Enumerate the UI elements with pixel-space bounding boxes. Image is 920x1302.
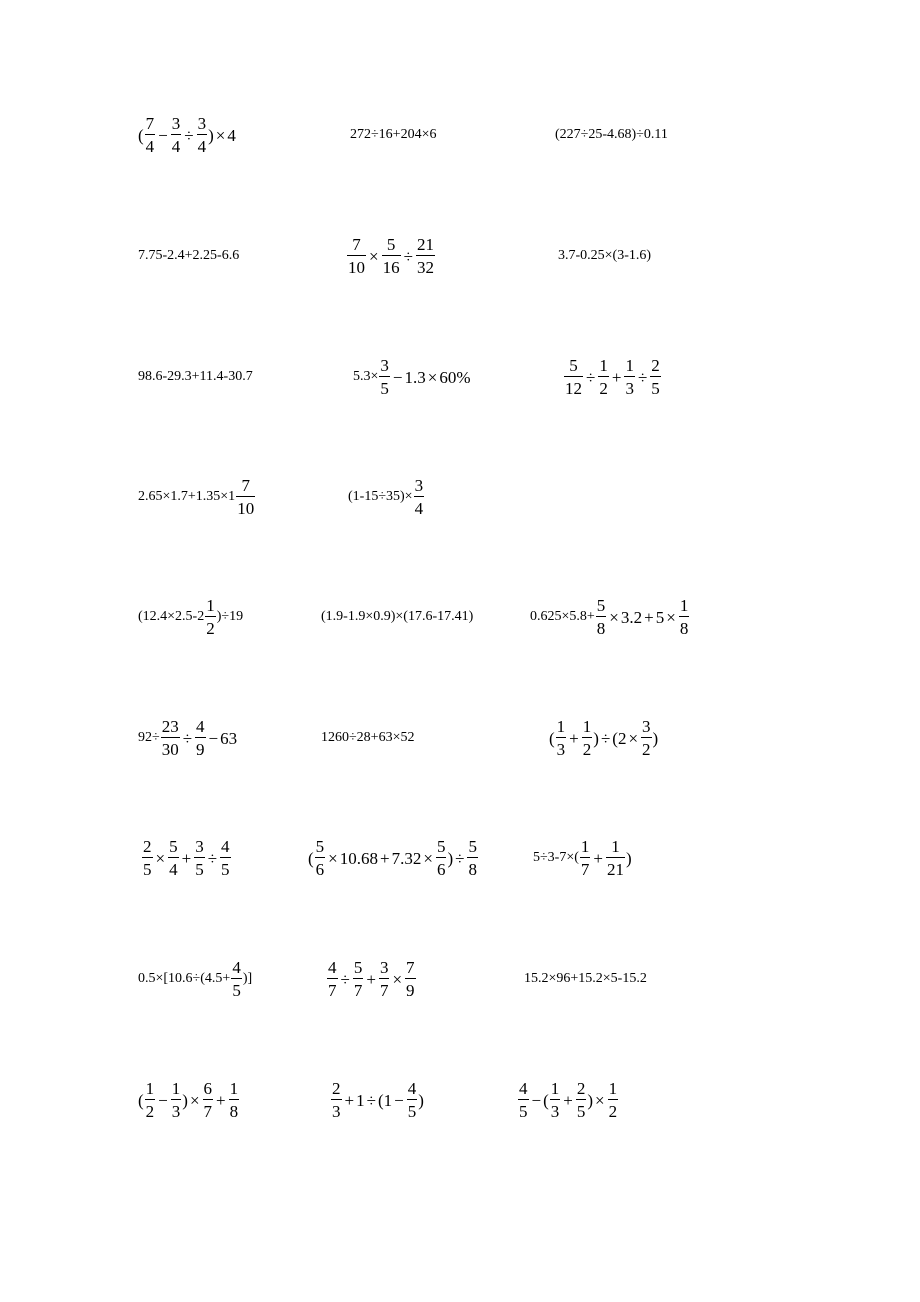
- paren-close: ): [587, 1090, 594, 1110]
- operator: −: [531, 1090, 542, 1110]
- numerator: 1: [611, 837, 620, 856]
- text: )÷19: [216, 609, 244, 624]
- operator: ÷: [366, 1090, 376, 1110]
- numerator: 6: [203, 1079, 213, 1098]
- problem-3: (227÷25-4.68)÷0.11: [555, 127, 668, 142]
- denominator: 3: [556, 737, 567, 758]
- denominator: 12: [564, 376, 583, 397]
- text: 0.5×[10.6÷(4.5+: [138, 971, 231, 986]
- denominator: 6: [315, 857, 326, 878]
- operator: +: [611, 367, 622, 387]
- fraction: [436, 838, 447, 878]
- denominator: 10: [236, 496, 255, 517]
- denominator: 3: [624, 376, 635, 397]
- denominator: 5: [379, 376, 390, 397]
- numerator: 1: [625, 356, 634, 375]
- operator: +: [569, 728, 579, 748]
- denominator: 16: [382, 255, 401, 276]
- operator: ×: [666, 607, 676, 627]
- paren-close: ): [418, 1090, 424, 1110]
- fraction: [315, 838, 326, 878]
- denominator: 32: [416, 255, 435, 276]
- operator: ÷: [637, 367, 648, 387]
- problem-17: [549, 718, 658, 758]
- number: 5: [655, 607, 665, 627]
- denominator: 8: [467, 857, 478, 878]
- fraction: [229, 1080, 240, 1120]
- denominator: 6: [436, 857, 447, 878]
- fraction: [518, 1080, 529, 1120]
- problem-5: [346, 236, 436, 276]
- numerator: 7: [352, 235, 361, 254]
- fraction: [145, 1080, 156, 1120]
- denominator: 4: [414, 496, 425, 517]
- fraction: [171, 1080, 182, 1120]
- numerator: 5: [596, 596, 606, 615]
- denominator: 4: [168, 857, 179, 878]
- problem-9: [563, 357, 662, 397]
- fraction: [168, 838, 179, 878]
- problem-12: [138, 597, 243, 637]
- numerator: 3: [197, 114, 207, 133]
- denominator: 2: [145, 1099, 156, 1120]
- operator: ÷: [207, 848, 218, 868]
- problem-4: 7.75-2.4+2.25-6.6: [138, 248, 240, 263]
- numerator: 4: [519, 1079, 528, 1098]
- denominator: 5: [231, 978, 242, 999]
- fraction: [580, 838, 591, 878]
- fraction: [596, 597, 607, 637]
- text: (1-15÷35)×: [348, 489, 413, 504]
- denominator: 5: [518, 1099, 529, 1120]
- denominator: 2: [608, 1099, 619, 1120]
- operator: ×: [155, 848, 166, 868]
- operator: ÷: [586, 367, 596, 387]
- denominator: 4: [145, 134, 156, 155]
- numerator: 1: [550, 1079, 560, 1098]
- fraction: [564, 357, 583, 397]
- numerator: 1: [599, 356, 608, 375]
- problem-10: [138, 477, 256, 517]
- operator: −: [158, 125, 168, 145]
- denominator: 4: [197, 134, 208, 155]
- number: 7.32: [391, 848, 422, 868]
- numerator: 3: [414, 476, 424, 495]
- fraction: [379, 357, 390, 397]
- problem-24: [138, 1080, 240, 1120]
- fraction: [416, 236, 435, 276]
- denominator: 10: [347, 255, 366, 276]
- fraction: [641, 718, 652, 758]
- problem-18: [141, 838, 232, 878]
- numerator: 5: [569, 356, 578, 375]
- operator: −: [158, 1090, 168, 1110]
- numerator: 1: [582, 717, 592, 736]
- numerator: 2: [143, 837, 152, 856]
- fraction: [236, 477, 255, 517]
- problem-19: [308, 838, 479, 878]
- numerator: 5: [468, 837, 477, 856]
- denominator: 5: [407, 1099, 418, 1120]
- fraction: [161, 718, 180, 758]
- numerator: 3: [642, 717, 651, 736]
- paren-open: (: [138, 1090, 144, 1110]
- numerator: 3: [380, 356, 389, 375]
- operator: ÷: [340, 969, 350, 989]
- text: 2.65×1.7+1.35×1: [138, 489, 236, 504]
- denominator: 7: [379, 978, 390, 999]
- fraction: [194, 838, 205, 878]
- problem-7: 98.6-29.3+11.4-30.7: [138, 369, 253, 384]
- operator: ×: [328, 848, 338, 868]
- denominator: 7: [353, 978, 364, 999]
- numerator: 3: [379, 958, 389, 977]
- paren-close: ): [626, 848, 632, 868]
- problem-25: [330, 1080, 424, 1120]
- text: 92÷: [138, 730, 160, 745]
- operator: ×: [609, 607, 619, 627]
- denominator: 9: [195, 737, 206, 758]
- fraction: [353, 959, 364, 999]
- operator: +: [593, 848, 603, 868]
- number: 60%: [439, 367, 471, 387]
- problem-11: [348, 477, 425, 517]
- fraction: [606, 838, 625, 878]
- operator: +: [380, 848, 390, 868]
- text: (12.4×2.5-2: [138, 609, 205, 624]
- problem-15: [138, 718, 237, 758]
- numerator: 2: [651, 356, 660, 375]
- paren-open: (: [138, 125, 144, 145]
- numerator: 2: [576, 1079, 586, 1098]
- operator: ×: [595, 1090, 605, 1110]
- operator: ×: [423, 848, 433, 868]
- numerator: 5: [436, 837, 446, 856]
- operator: ×: [189, 1090, 200, 1110]
- number: 1.3: [404, 367, 426, 387]
- denominator: 30: [161, 737, 180, 758]
- denominator: 4: [171, 134, 182, 155]
- numerator: 7: [241, 476, 250, 495]
- denominator: 9: [405, 978, 416, 999]
- fraction: [608, 1080, 619, 1120]
- fraction: [171, 115, 182, 155]
- denominator: 7: [203, 1099, 214, 1120]
- problem-21: [138, 959, 252, 999]
- denominator: 8: [679, 616, 690, 637]
- number: 4: [227, 125, 236, 145]
- numerator: 1: [171, 1079, 181, 1098]
- problem-20: [533, 838, 632, 878]
- fraction: [405, 959, 416, 999]
- fraction: [407, 1080, 418, 1120]
- operator: ×: [369, 246, 379, 266]
- operator: +: [563, 1090, 573, 1110]
- operator: ×: [392, 969, 403, 989]
- text: (1: [377, 1090, 393, 1110]
- fraction: [205, 597, 216, 637]
- fraction: [195, 718, 206, 758]
- denominator: 5: [142, 857, 153, 878]
- problem-22: [326, 959, 417, 999]
- denominator: 2: [641, 737, 652, 758]
- numerator: 4: [407, 1079, 417, 1098]
- problem-8: [353, 357, 471, 397]
- numerator: 7: [406, 958, 415, 977]
- fraction: [624, 357, 635, 397]
- operator: ÷: [600, 728, 611, 748]
- paren-close: ): [208, 125, 214, 145]
- numerator: 4: [232, 958, 241, 977]
- fraction: [331, 1080, 342, 1120]
- denominator: 3: [550, 1099, 561, 1120]
- text: 5÷3-7×(: [533, 850, 579, 865]
- fraction: [382, 236, 401, 276]
- numerator: 1: [206, 596, 215, 615]
- denominator: 5: [194, 857, 205, 878]
- fraction: [679, 597, 690, 637]
- numerator: 1: [556, 717, 566, 736]
- problem-23: 15.2×96+15.2×5-15.2: [524, 971, 647, 986]
- text: (2: [612, 728, 627, 748]
- number: 3.2: [620, 607, 643, 627]
- denominator: 5: [220, 857, 231, 878]
- numerator: 5: [353, 958, 363, 977]
- denominator: 2: [598, 376, 609, 397]
- fraction: [467, 838, 478, 878]
- numerator: 7: [145, 114, 155, 133]
- operator: −: [394, 1090, 404, 1110]
- numerator: 2: [332, 1079, 341, 1098]
- operator: ÷: [403, 246, 413, 266]
- fraction: [598, 357, 609, 397]
- denominator: 3: [171, 1099, 182, 1120]
- number: 63: [220, 728, 238, 748]
- fraction: [582, 718, 593, 758]
- problem-1: [138, 115, 236, 155]
- numerator: 3: [171, 114, 181, 133]
- paren-close: ): [447, 848, 454, 868]
- denominator: 5: [650, 376, 661, 397]
- operator: ×: [628, 728, 639, 748]
- fraction: [197, 115, 208, 155]
- problem-26: [517, 1080, 619, 1120]
- numerator: 1: [145, 1079, 155, 1098]
- numerator: 5: [169, 837, 178, 856]
- paren-open: (: [549, 728, 555, 748]
- problem-2: 272÷16+204×6: [350, 127, 437, 142]
- operator: +: [181, 848, 192, 868]
- operator: +: [344, 1090, 355, 1110]
- fraction: [414, 477, 425, 517]
- fraction: [142, 838, 153, 878]
- problem-6: 3.7-0.25×(3-1.6): [558, 248, 652, 263]
- operator: ÷: [184, 125, 194, 145]
- problem-16: 1260÷28+63×52: [321, 730, 415, 745]
- denominator: 8: [596, 616, 607, 637]
- problem-14: [530, 597, 690, 637]
- number: 1: [356, 1090, 365, 1110]
- numerator: 5: [315, 837, 325, 856]
- paren-close: ): [593, 728, 599, 748]
- text: )]: [242, 971, 253, 986]
- numerator: 4: [328, 958, 337, 977]
- text: 5.3×: [353, 369, 379, 384]
- paren-open: (: [543, 1090, 549, 1110]
- denominator: 2: [582, 737, 593, 758]
- numerator: 5: [386, 235, 396, 254]
- fraction: [556, 718, 567, 758]
- fraction: [379, 959, 390, 999]
- operator: ÷: [455, 848, 465, 868]
- operator: ÷: [182, 728, 193, 748]
- denominator: 8: [229, 1099, 240, 1120]
- denominator: 2: [205, 616, 216, 637]
- numerator: 4: [221, 837, 230, 856]
- fraction: [203, 1080, 214, 1120]
- numerator: 21: [416, 235, 434, 254]
- denominator: 5: [576, 1099, 587, 1120]
- operator: +: [644, 607, 654, 627]
- fraction: [327, 959, 338, 999]
- numerator: 3: [195, 837, 204, 856]
- numerator: 4: [196, 717, 205, 736]
- operator: ×: [427, 367, 438, 387]
- operator: +: [216, 1090, 226, 1110]
- denominator: 21: [606, 857, 625, 878]
- fraction: [220, 838, 231, 878]
- numerator: 23: [161, 717, 179, 736]
- operator: −: [392, 367, 403, 387]
- fraction: [650, 357, 661, 397]
- numerator: 1: [580, 837, 590, 856]
- fraction: [576, 1080, 587, 1120]
- operator: ×: [215, 125, 226, 145]
- problem-13: (1.9-1.9×0.9)×(17.6-17.41): [321, 609, 474, 624]
- fraction: [231, 959, 242, 999]
- fraction: [145, 115, 156, 155]
- paren-close: ): [182, 1090, 188, 1110]
- number: 10.68: [339, 848, 379, 868]
- fraction: [550, 1080, 561, 1120]
- fraction: [347, 236, 366, 276]
- numerator: 1: [229, 1079, 239, 1098]
- paren-open: (: [308, 848, 314, 868]
- operator: −: [208, 728, 219, 748]
- denominator: 7: [580, 857, 591, 878]
- text: 0.625×5.8+: [530, 609, 595, 624]
- numerator: 1: [679, 596, 689, 615]
- denominator: 3: [331, 1099, 342, 1120]
- operator: +: [366, 969, 376, 989]
- denominator: 7: [327, 978, 338, 999]
- numerator: 1: [608, 1079, 618, 1098]
- paren-close: ): [652, 728, 659, 748]
